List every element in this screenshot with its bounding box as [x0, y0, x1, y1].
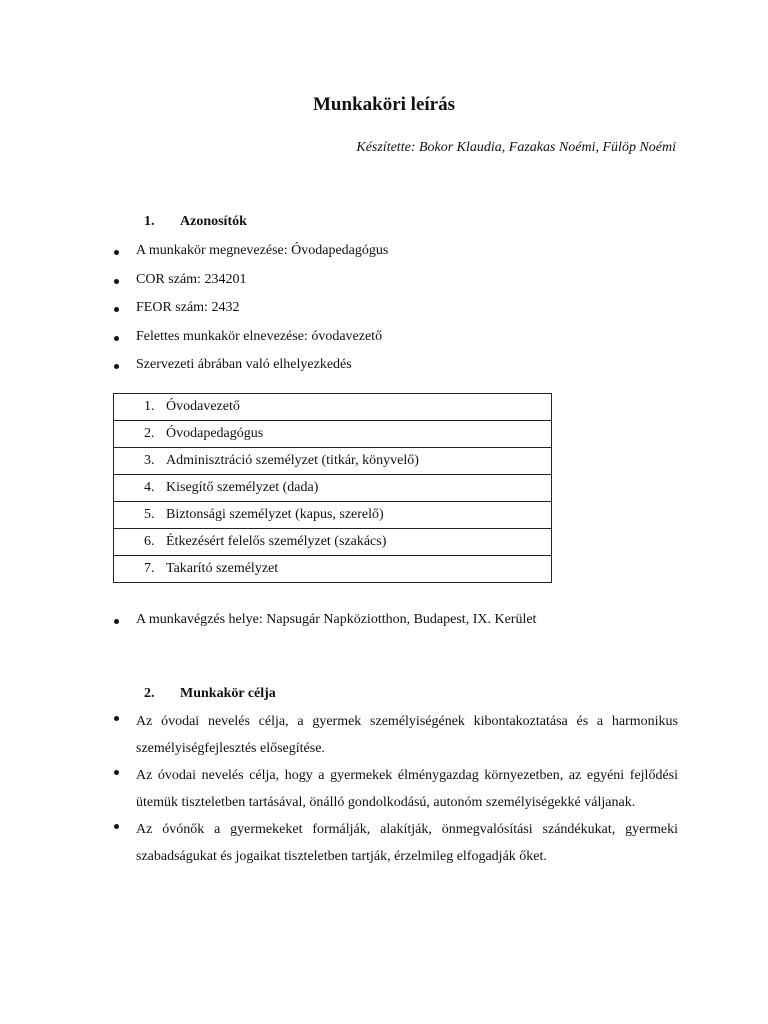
row-number: 6. — [144, 534, 155, 549]
section-1-number: 1. — [144, 214, 155, 229]
row-label: Biztonsági személyzet (kapus, szerelő) — [166, 507, 384, 522]
row-label: Étkezésért felelős személyzet (szakács) — [166, 534, 387, 549]
table-row — [114, 394, 552, 421]
workplace-list — [112, 611, 678, 640]
list-item: FEOR szám: 2432 — [112, 299, 678, 328]
goal-list — [112, 708, 678, 870]
document-author: Készítette: Bokor Klaudia, Fazakas Noémi, Fülöp Noémi — [356, 140, 676, 155]
table-row — [114, 448, 552, 475]
section-1-title: Azonosítók — [180, 214, 247, 229]
table-row — [114, 421, 552, 448]
list-item: Szervezeti ábrában való elhelyezkedés — [112, 356, 678, 385]
row-label: Takarító személyzet — [166, 561, 279, 576]
table-cell — [114, 448, 552, 475]
list-item: Az óvodai nevelés célja, hogy a gyermekek élménygazdag környezetben, az egyéni fejlődési ütemük tiszteletben tartásával, önálló gondolkodású, autonóm személyiségekké váljanak. — [112, 762, 678, 816]
table-cell — [114, 421, 552, 448]
list-item: A munkavégzés helye: Napsugár Napköziotthon, Budapest, IX. Kerület — [112, 611, 678, 640]
list-item: Felettes munkakör elnevezése: óvodavezető — [112, 328, 678, 357]
table-cell — [114, 529, 552, 556]
table-row — [114, 556, 552, 583]
section-1-heading — [144, 214, 247, 230]
list-item: COR szám: 234201 — [112, 271, 678, 300]
section-2-title: Munkakör célja — [180, 686, 276, 701]
row-number: 3. — [144, 453, 155, 468]
row-label: Óvodapedagógus — [166, 426, 264, 441]
row-number: 5. — [144, 507, 155, 522]
identifier-list — [112, 242, 678, 385]
row-label: Kisegítő személyzet (dada) — [166, 480, 319, 495]
table-cell — [114, 394, 552, 421]
list-item: Az óvónők a gyermekeket formálják, alakítják, önmegvalósítási szándékukat, gyermeki szabadságukat és jogaikat tiszteletben tartják, érzelmileg elfogadják őket. — [112, 816, 678, 870]
list-item: Az óvodai nevelés célja, a gyermek személyiségének kibontakoztatása és a harmonikus személyiségfejlesztés elősegítése. — [112, 708, 678, 762]
table-row — [114, 529, 552, 556]
row-number: 4. — [144, 480, 155, 495]
row-label: Adminisztráció személyzet (titkár, könyvelő) — [166, 453, 419, 468]
row-label: Óvodavezető — [166, 399, 240, 414]
table-cell — [114, 556, 552, 583]
section-2-heading — [144, 686, 276, 702]
table-row — [114, 502, 552, 529]
document-title: Munkaköri leírás — [313, 94, 455, 115]
table-row — [114, 475, 552, 502]
row-number: 7. — [144, 561, 155, 576]
table-cell — [114, 502, 552, 529]
row-number: 1. — [144, 399, 155, 414]
list-item: A munkakör megnevezése: Óvodapedagógus — [112, 242, 678, 271]
table-cell — [114, 475, 552, 502]
org-chart-table — [113, 393, 552, 583]
row-number: 2. — [144, 426, 155, 441]
section-2-number: 2. — [144, 686, 155, 701]
